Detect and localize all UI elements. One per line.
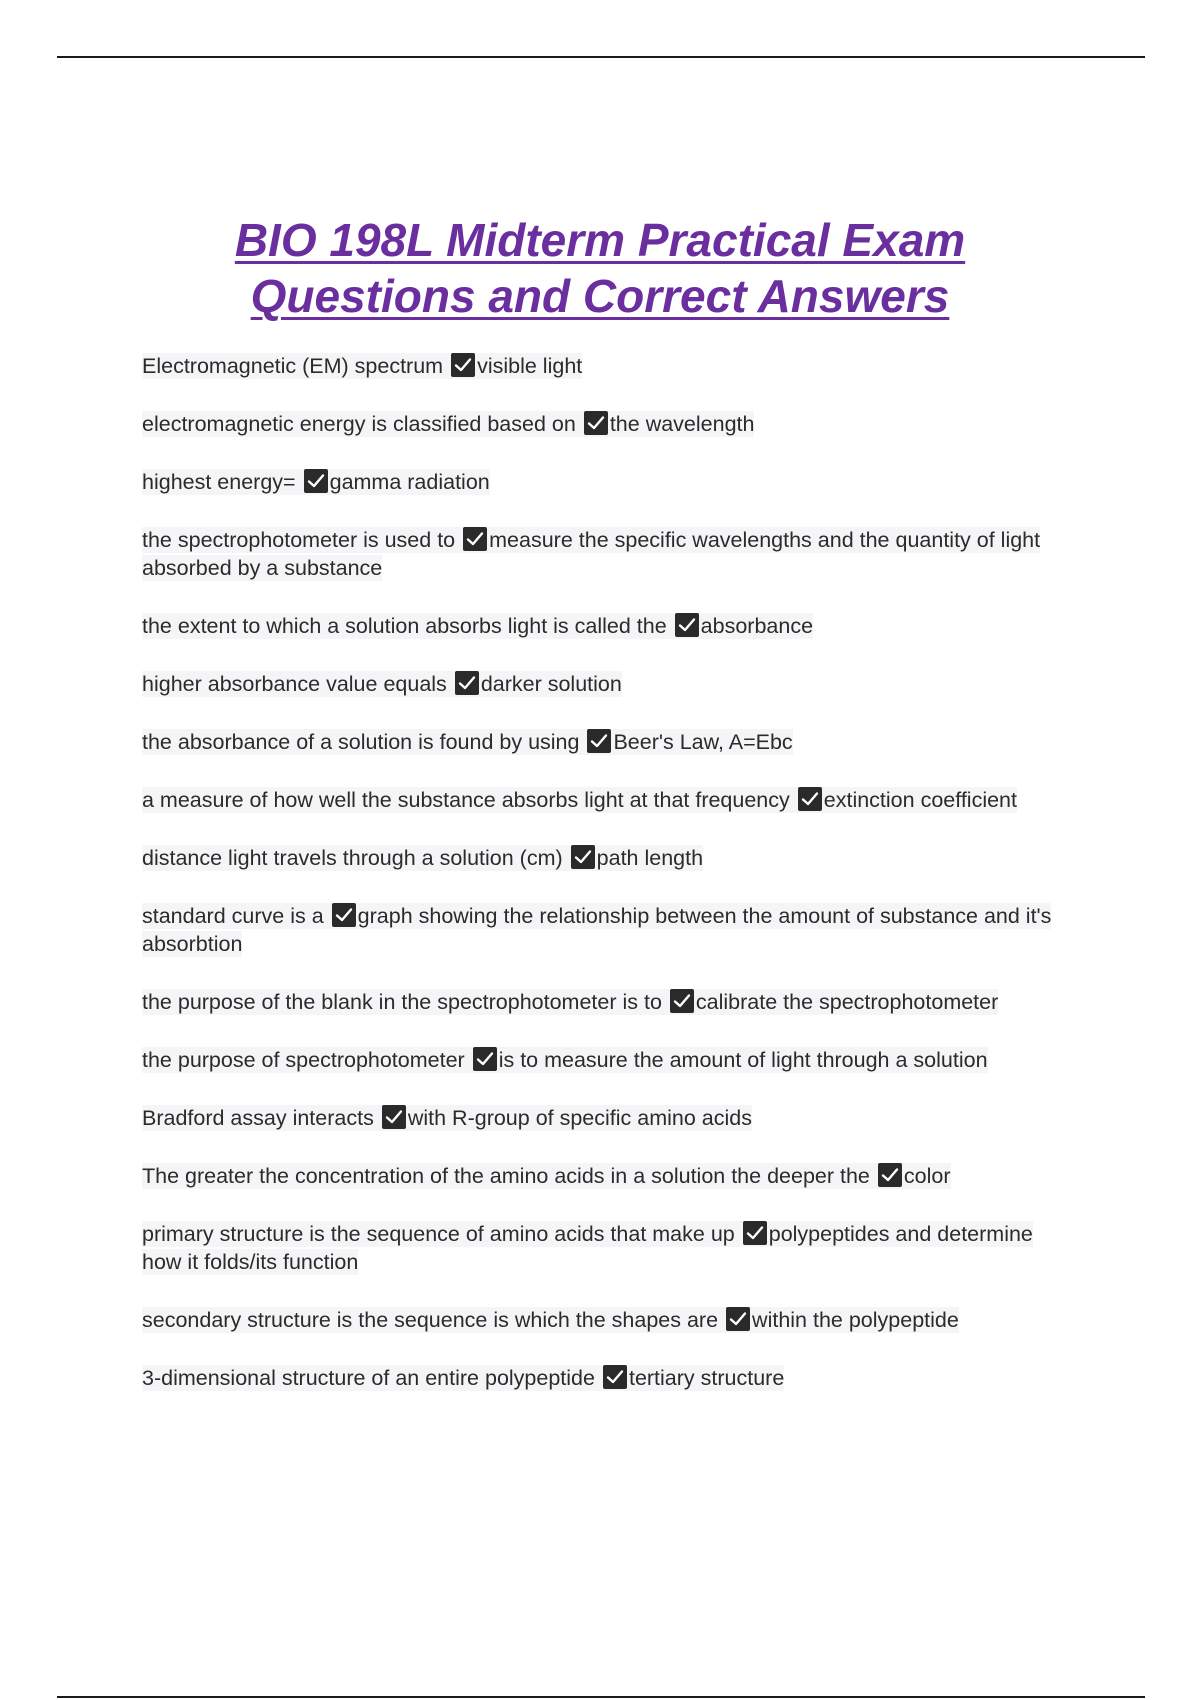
qa-item	[142, 988, 1062, 1016]
qa-item-text	[142, 1307, 959, 1333]
question-text: Bradford assay interacts	[142, 1106, 374, 1130]
qa-item-text	[142, 787, 1017, 813]
title-line-2: Questions and Correct Answers	[250, 270, 950, 322]
checkmark-box-icon	[451, 353, 475, 377]
checkmark-box-icon	[304, 469, 328, 493]
checkmark-box-icon	[675, 613, 699, 637]
qa-item	[142, 844, 1062, 872]
qa-item	[142, 468, 1062, 496]
qa-item-text	[142, 1221, 1033, 1275]
answer-text: extinction coefficient	[823, 788, 1017, 812]
qa-item	[142, 1220, 1062, 1276]
question-text: the purpose of the blank in the spectrophotometer is to	[142, 990, 662, 1014]
qa-item	[142, 612, 1062, 640]
question-text: highest energy=	[142, 470, 296, 494]
checkmark-box-icon	[382, 1105, 406, 1129]
qa-item	[142, 902, 1062, 958]
question-text: The greater the concentration of the amino acids in a solution the deeper the	[142, 1164, 870, 1188]
answer-text: gamma radiation	[329, 470, 490, 494]
question-text: the extent to which a solution absorbs light is called the	[142, 614, 667, 638]
qa-list	[142, 352, 1062, 1422]
qa-item	[142, 1364, 1062, 1392]
answer-text: is to measure the amount of light through a solution	[498, 1048, 988, 1072]
checkmark-box-icon	[878, 1163, 902, 1187]
qa-item	[142, 410, 1062, 438]
page-title	[0, 212, 1200, 324]
answer-text: darker solution	[480, 672, 622, 696]
answer-text: visible light	[477, 354, 583, 378]
bottom-rule	[57, 1696, 1145, 1698]
checkmark-box-icon	[726, 1307, 750, 1331]
qa-item	[142, 352, 1062, 380]
qa-item-text	[142, 1365, 784, 1391]
question-text: the purpose of spectrophotometer	[142, 1048, 465, 1072]
title-line-1: BIO 198L Midterm Practical Exam	[234, 214, 966, 266]
checkmark-box-icon	[463, 527, 487, 551]
answer-text: within the polypeptide	[752, 1308, 959, 1332]
checkmark-box-icon	[603, 1365, 627, 1389]
question-text: higher absorbance value equals	[142, 672, 447, 696]
qa-item-text	[142, 671, 622, 697]
answer-text: graph showing the relationship between the amount of substance and it's absorbtion	[142, 904, 1052, 956]
answer-text: measure the specific wavelengths and the quantity of light absorbed by a substance	[142, 528, 1041, 580]
qa-item-text	[142, 411, 754, 437]
qa-item	[142, 1104, 1062, 1132]
question-text: the spectrophotometer is used to	[142, 528, 456, 552]
qa-item-text	[142, 903, 1051, 957]
question-text: a measure of how well the substance absorbs light at that frequency	[142, 788, 790, 812]
qa-item-text	[142, 613, 813, 639]
checkmark-box-icon	[332, 903, 356, 927]
question-text: standard curve is a	[142, 904, 324, 928]
checkmark-box-icon	[584, 411, 608, 435]
qa-item-text	[142, 527, 1040, 581]
answer-text: path length	[596, 846, 704, 870]
checkmark-box-icon	[798, 787, 822, 811]
qa-item-text	[142, 1105, 752, 1131]
question-text: Electromagnetic (EM) spectrum	[142, 354, 444, 378]
qa-item-text	[142, 729, 793, 755]
answer-text: color	[903, 1164, 951, 1188]
question-text: electromagnetic energy is classified based on	[142, 412, 576, 436]
answer-text: Beer's Law, A=Ebc	[613, 730, 793, 754]
qa-item-text	[142, 989, 998, 1015]
answer-text: calibrate the spectrophotometer	[695, 990, 999, 1014]
checkmark-box-icon	[743, 1221, 767, 1245]
question-text: secondary structure is the sequence is which the shapes are	[142, 1308, 719, 1332]
question-text: the absorbance of a solution is found by using	[142, 730, 580, 754]
question-text: distance light travels through a solution (cm)	[142, 846, 563, 870]
qa-item-text	[142, 1047, 988, 1073]
qa-item-text	[142, 353, 582, 379]
answer-text: polypeptides and determine how it folds/its function	[142, 1222, 1033, 1274]
qa-item	[142, 728, 1062, 756]
qa-item-text	[142, 469, 490, 495]
qa-item	[142, 1046, 1062, 1074]
qa-item	[142, 786, 1062, 814]
answer-text: absorbance	[700, 614, 814, 638]
qa-item	[142, 670, 1062, 698]
checkmark-box-icon	[455, 671, 479, 695]
question-text: primary structure is the sequence of amino acids that make up	[142, 1222, 735, 1246]
qa-item	[142, 1306, 1062, 1334]
checkmark-box-icon	[571, 845, 595, 869]
answer-text: the wavelength	[609, 412, 755, 436]
qa-item-text	[142, 845, 703, 871]
qa-item	[142, 1162, 1062, 1190]
checkmark-box-icon	[670, 989, 694, 1013]
checkmark-box-icon	[473, 1047, 497, 1071]
qa-item	[142, 526, 1062, 582]
question-text: 3-dimensional structure of an entire polypeptide	[142, 1366, 595, 1390]
checkmark-box-icon	[587, 729, 611, 753]
answer-text: with R-group of specific amino acids	[407, 1106, 752, 1130]
top-rule	[57, 56, 1145, 58]
qa-item-text	[142, 1163, 951, 1189]
answer-text: tertiary structure	[628, 1366, 785, 1390]
